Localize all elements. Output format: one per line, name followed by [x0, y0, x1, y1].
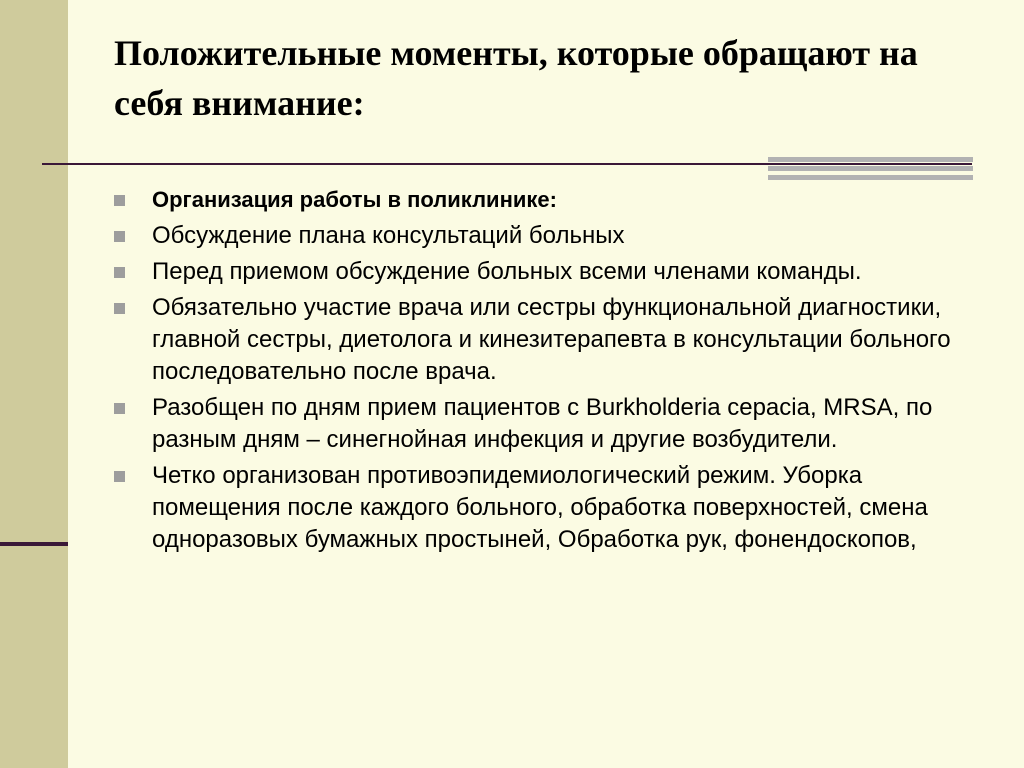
bullet-list [113, 184, 983, 560]
list-item [113, 392, 983, 456]
square-bullet-icon [114, 195, 125, 206]
square-bullet-icon [114, 231, 125, 242]
stripe [768, 157, 973, 162]
list-item [113, 184, 983, 216]
bullet-text: Обязательно участие врача или сестры функциональной диагностики, главной сестры, диетолога и кинезитерапевта в консультации больного последовательно после врача. [152, 294, 951, 385]
list-item [113, 220, 983, 252]
sidebar-accent-line [0, 542, 68, 546]
square-bullet-icon [114, 303, 125, 314]
bullet-text: Организация работы в поликлинике: [152, 187, 557, 212]
bullet-text: Разобщен по дням прием пациентов с Burkholderia cepacia, MRSA, по разным дням – синегнойная инфекция и другие возбудители. [152, 394, 933, 453]
bullet-text: Четко организован противоэпидемиологический режим. Уборка помещения после каждого больного, обработка поверхностей, смена одноразовых бумажных простыней, Обработка рук, фонендоскопов, [152, 462, 928, 553]
bullet-text: Обсуждение плана консультаций больных [152, 222, 625, 249]
list-item [113, 292, 983, 388]
list-item [113, 256, 983, 288]
square-bullet-icon [114, 267, 125, 278]
square-bullet-icon [114, 403, 125, 414]
slide-title: Положительные моменты, которые обращают на себя внимание: [114, 33, 918, 123]
bullet-text: Перед приемом обсуждение больных всеми членами команды. [152, 258, 862, 285]
stripe [768, 175, 973, 180]
list-item [113, 460, 983, 556]
left-sidebar-band [0, 0, 68, 768]
square-bullet-icon [114, 471, 125, 482]
decorative-stripes [768, 157, 973, 179]
stripe [768, 166, 973, 171]
